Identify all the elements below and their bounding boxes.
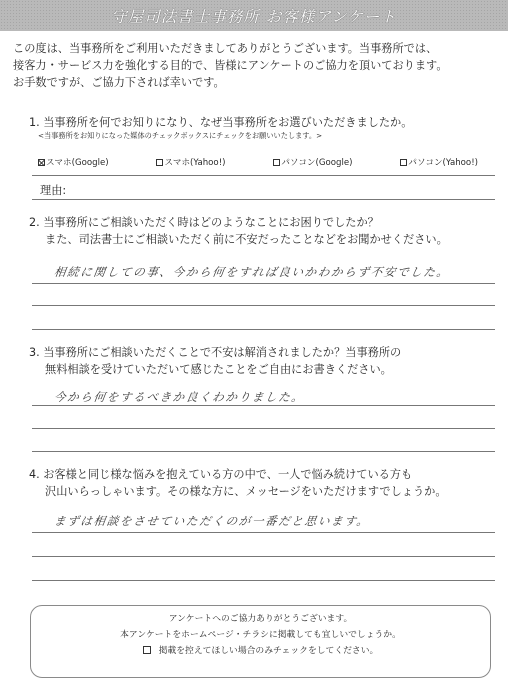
- reason-label: 理由:: [40, 184, 67, 197]
- question-3-line-2: 無料相談を受けていただいて感じたことをご自由にお書きください。: [45, 363, 392, 376]
- checkbox-smartphone-yahoo[interactable]: [156, 156, 225, 168]
- survey-title: 守屋司法書士事務所 お客様アンケート: [111, 7, 397, 26]
- question-2-line-1: 2. 当事務所にご相談いただく時はどのようなことにお困りでしたか？: [29, 216, 379, 229]
- checkbox-pc-yahoo[interactable]: [400, 156, 478, 168]
- answer-line: [32, 532, 495, 533]
- question-2-handwritten-answer: 相続に関しての事、今から何をすれば良いかわからず不安でした。: [53, 265, 451, 279]
- question-4-line-2: 沢山いらっしゃいます。その様な方に、メッセージをいただけますでしょうか。: [45, 485, 447, 498]
- answer-line: [32, 283, 495, 284]
- survey-header: [0, 0, 508, 31]
- consent-question: 本アンケートをホームページ・チラシに掲載しても宜しいでしょうか。: [120, 630, 401, 640]
- checkbox-label: スマホ(Google): [46, 158, 109, 168]
- checkbox-unchecked[interactable]: [273, 159, 280, 166]
- intro-text: [13, 40, 501, 91]
- consent-checkbox[interactable]: [143, 646, 151, 654]
- media-checkbox-group: [38, 156, 478, 168]
- question-2: [29, 214, 448, 248]
- question-4: [29, 466, 447, 500]
- checkbox-label: パソコン(Google): [281, 158, 353, 168]
- question-1-text: 1. 当事務所を何でお知りになり、なぜ当事務所をお選びいただきましたか。: [29, 116, 413, 129]
- intro-line: この度は、当事務所をご利用いただきましてありがとうございます。当事務所では、: [13, 42, 438, 55]
- checkbox-label: スマホ(Yahoo!): [164, 158, 226, 168]
- checkbox-label: パソコン(Yahoo!): [408, 158, 478, 168]
- consent-checkbox-row[interactable]: [31, 643, 490, 659]
- question-4-line-1: 4. お客様と同じ様な悩みを抱えている方の中で、一人で悩み続けている方も: [29, 468, 413, 481]
- answer-line: [32, 451, 495, 452]
- question-4-handwritten-answer: まずは相談をさせていただくのが一番だと思います。: [53, 514, 371, 528]
- checkbox-unchecked[interactable]: [156, 159, 163, 166]
- consent-box: [30, 605, 491, 678]
- question-1-note: <当事務所をお知りになった媒体のチェックボックスにチェックをお願いいたします。>: [38, 131, 323, 140]
- answer-line: [32, 199, 495, 200]
- checkbox-smartphone-google[interactable]: [38, 156, 109, 168]
- thanks-text: アンケートへのご協力ありがとうございます。: [168, 614, 353, 624]
- question-3-handwritten-answer: 今から何をするべきか良くわかりました。: [53, 390, 306, 404]
- answer-line: [32, 556, 495, 557]
- intro-line: 接客力・サービス力を強化する目的で、皆様にアンケートのご協力を頂いております。: [13, 59, 448, 72]
- answer-line: [32, 428, 495, 429]
- checkbox-unchecked[interactable]: [400, 159, 407, 166]
- divider-line: [32, 175, 495, 176]
- answer-line: [32, 329, 495, 330]
- checkbox-checked[interactable]: [38, 159, 45, 166]
- answer-line: [32, 580, 495, 581]
- checkbox-pc-google[interactable]: [273, 156, 352, 168]
- question-2-line-2: また、司法書士にご相談いただく前に不安だったことなどをお聞かせください。: [45, 233, 448, 246]
- question-3-line-1: 3. 当事務所にご相談いただくことで不安は解消されましたか？当事務所の: [29, 346, 402, 359]
- answer-line: [32, 305, 495, 306]
- intro-line: お手数ですが、ご協力下されば幸いです。: [13, 76, 225, 89]
- question-3: [29, 344, 401, 378]
- answer-line: [32, 405, 495, 406]
- question-1: [29, 114, 412, 131]
- consent-checkbox-label: 掲載を控えてほしい場合のみチェックをしてください。: [158, 646, 379, 656]
